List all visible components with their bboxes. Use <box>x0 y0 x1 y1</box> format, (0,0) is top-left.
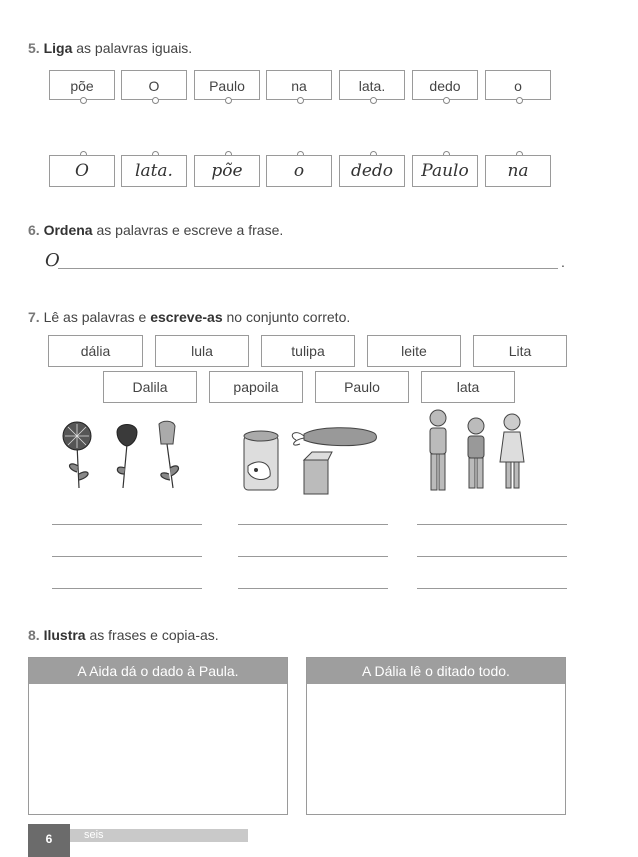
answer-line-flowers[interactable] <box>52 556 202 557</box>
connector-dot[interactable] <box>152 97 159 104</box>
q6-instruction <box>28 222 283 238</box>
q5-top-word[interactable]: o <box>485 70 551 100</box>
q6-number: 6. <box>28 222 40 238</box>
drawing-panel[interactable] <box>28 657 288 815</box>
q5-bottom-word[interactable]: Paulo <box>412 155 478 187</box>
q7-instruction <box>28 309 350 325</box>
connector-dot[interactable] <box>80 97 87 104</box>
answer-line-names[interactable] <box>417 556 567 557</box>
q8-instruction <box>28 627 219 643</box>
answer-line-objects[interactable] <box>238 524 388 525</box>
q5-bottom-word[interactable]: dedo <box>339 155 405 187</box>
connector-dot[interactable] <box>516 97 523 104</box>
q7-word-tile: papoila <box>209 371 303 403</box>
q5-top-word[interactable]: na <box>266 70 332 100</box>
flowers-illustration <box>55 418 190 490</box>
q7-word-tile: lata <box>421 371 515 403</box>
q8-bold: Ilustra <box>43 627 86 643</box>
q8-number: 8. <box>28 627 40 643</box>
q7-post: no conjunto correto. <box>222 309 351 325</box>
q5-bold: Liga <box>43 40 73 56</box>
q6-end-period: . <box>561 254 565 270</box>
answer-line-objects[interactable] <box>238 588 388 589</box>
q7-word-tile: leite <box>367 335 461 367</box>
q5-bottom-word[interactable]: põe <box>194 155 260 187</box>
connector-dot[interactable] <box>225 97 232 104</box>
panel-sentence: A Aida dá o dado à Paula. <box>29 658 287 684</box>
q7-word-tile: dália <box>48 335 143 367</box>
children-illustration <box>420 408 535 494</box>
q6-answer-line[interactable] <box>58 268 558 269</box>
page-word: seis <box>70 829 248 842</box>
q7-word-tile: Lita <box>473 335 567 367</box>
q6-rest: as palavras e escreve a frase. <box>92 222 284 238</box>
answer-line-names[interactable] <box>417 588 567 589</box>
q5-top-word[interactable]: dedo <box>412 70 478 100</box>
drawing-panel[interactable] <box>306 657 566 815</box>
q5-bottom-word[interactable]: lata. <box>121 155 187 187</box>
answer-line-objects[interactable] <box>238 556 388 557</box>
q7-pre: Lê as palavras e <box>43 309 151 325</box>
q8-rest: as frases e copia-as. <box>85 627 219 643</box>
q5-number: 5. <box>28 40 40 56</box>
q7-bold: escreve-as <box>150 309 223 325</box>
answer-line-names[interactable] <box>417 524 567 525</box>
q5-bottom-word[interactable]: o <box>266 155 332 187</box>
answer-line-flowers[interactable] <box>52 588 202 589</box>
q7-word-tile: Dalila <box>103 371 197 403</box>
connector-dot[interactable] <box>370 97 377 104</box>
q5-bottom-word[interactable]: O <box>49 155 115 187</box>
q5-top-word[interactable]: O <box>121 70 187 100</box>
q5-top-word[interactable]: põe <box>49 70 115 100</box>
q7-number: 7. <box>28 309 40 325</box>
connector-dot[interactable] <box>443 97 450 104</box>
page-number: 6 <box>28 824 70 857</box>
q6-start-letter: O <box>45 250 60 271</box>
connector-dot[interactable] <box>297 97 304 104</box>
q5-top-word[interactable]: lata. <box>339 70 405 100</box>
q5-top-word[interactable]: Paulo <box>194 70 260 100</box>
q5-bottom-word[interactable]: na <box>485 155 551 187</box>
q7-word-tile: tulipa <box>261 335 355 367</box>
q7-word-tile: Paulo <box>315 371 409 403</box>
panel-sentence: A Dália lê o ditado todo. <box>307 658 565 684</box>
answer-line-flowers[interactable] <box>52 524 202 525</box>
q6-bold: Ordena <box>43 222 93 238</box>
q5-rest: as palavras iguais. <box>72 40 193 56</box>
can-squid-milk-illustration <box>238 420 383 498</box>
q7-word-tile: lula <box>155 335 249 367</box>
q5-instruction <box>28 40 192 56</box>
